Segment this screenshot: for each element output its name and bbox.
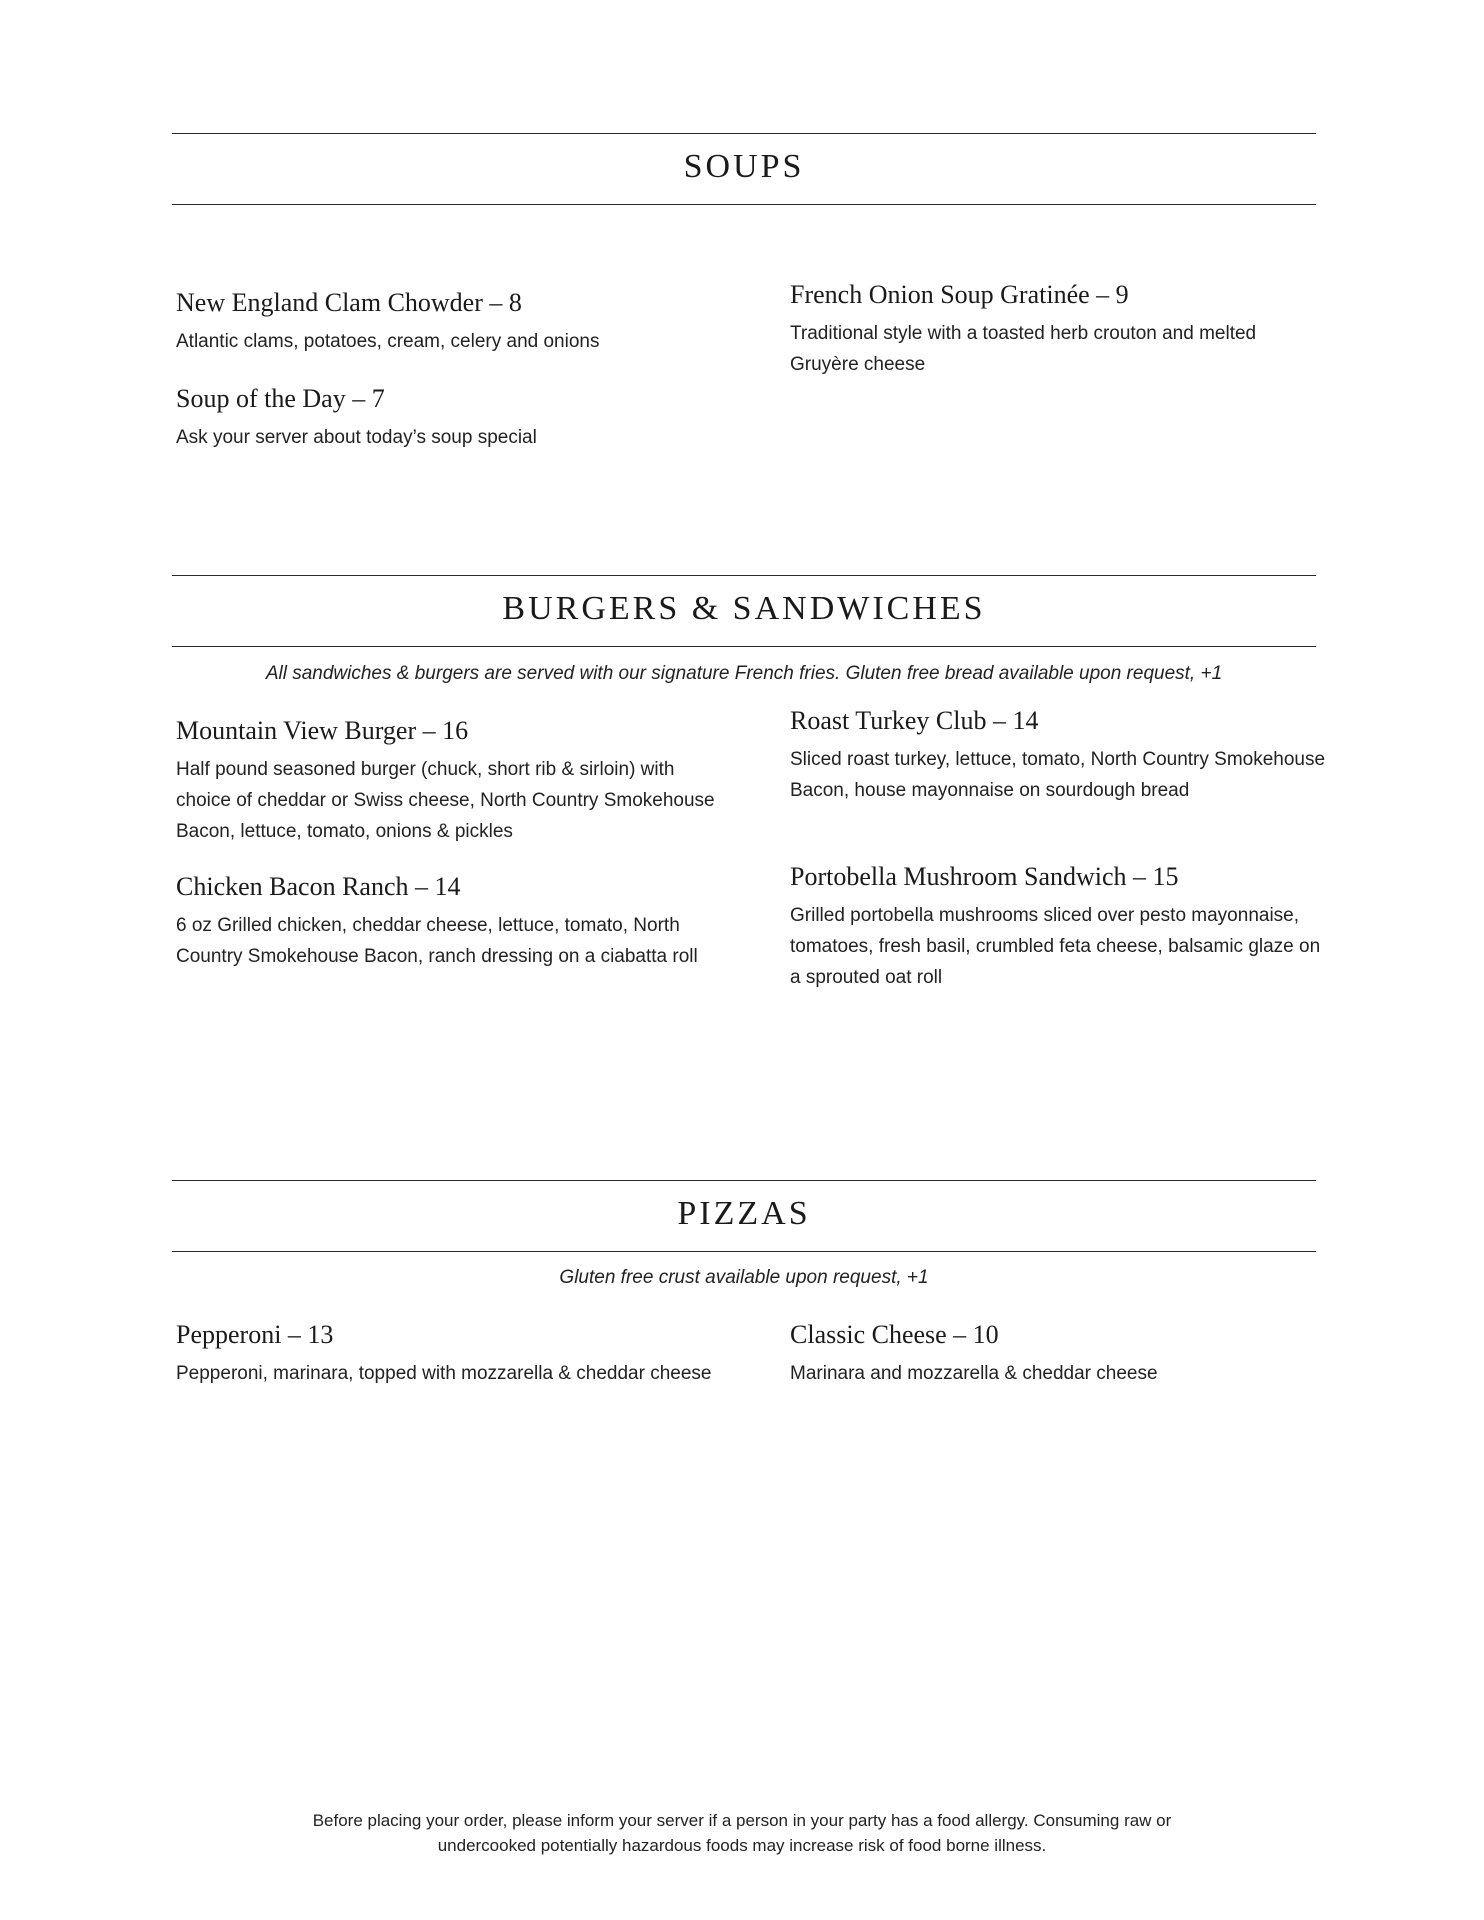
- section-divider-bottom: [172, 204, 1316, 205]
- menu-item: [790, 704, 1330, 806]
- allergy-notice: Before placing your order, please inform your server if a person in your party has a food allergy. Consuming raw or undercooked potentially hazardous foods may increase risk of food borne illness.: [312, 1811, 1172, 1855]
- menu-item-name: Chicken Bacon Ranch – 14: [176, 872, 461, 901]
- menu-item: [176, 286, 716, 357]
- menu-item-description: Grilled portobella mushrooms sliced over pesto mayonnaise, tomatoes, fresh basil, crumbled feta cheese, balsamic glaze on a sprouted oat roll: [790, 905, 1321, 988]
- menu-item-description: Sliced roast turkey, lettuce, tomato, North Country Smokehouse Bacon, house mayonnaise on sourdough bread: [790, 749, 1326, 801]
- section-note: Gluten free crust available upon request, +1: [559, 1267, 929, 1288]
- menu-item-description: 6 oz Grilled chicken, cheddar cheese, lettuce, tomato, North Country Smokehouse Bacon, ranch dressing on a ciabatta roll: [176, 915, 698, 967]
- section-divider-top: [172, 575, 1316, 576]
- section-divider-top: [172, 133, 1316, 134]
- menu-item: [790, 278, 1330, 380]
- menu-item-description: Marinara and mozzarella & cheddar cheese: [790, 1363, 1158, 1384]
- menu-item: [176, 382, 716, 453]
- menu-item-description: Ask your server about today’s soup special: [176, 427, 537, 448]
- menu-item: [176, 1318, 716, 1389]
- menu-item-name: Mountain View Burger – 16: [176, 716, 469, 745]
- section-title-soups: SOUPS: [683, 148, 805, 185]
- menu-item: [176, 870, 716, 972]
- menu-item-description: Half pound seasoned burger (chuck, short rib & sirloin) with choice of cheddar or Swiss cheese, North Country Smokehouse Bacon, lettuce, tomato, onions & pickles: [176, 759, 715, 842]
- section-divider-bottom: [172, 646, 1316, 647]
- menu-item: [790, 860, 1330, 993]
- menu-item-name: Pepperoni – 13: [176, 1320, 334, 1349]
- menu-item-name: Roast Turkey Club – 14: [790, 706, 1039, 735]
- menu-item-description: Pepperoni, marinara, topped with mozzarella & cheddar cheese: [176, 1363, 712, 1384]
- menu-item-description: Atlantic clams, potatoes, cream, celery and onions: [176, 331, 600, 352]
- menu-item: [176, 714, 716, 847]
- menu-item: [790, 1318, 1330, 1389]
- menu-item-name: Portobella Mushroom Sandwich – 15: [790, 862, 1179, 891]
- section-divider-top: [172, 1180, 1316, 1181]
- menu-item-name: Classic Cheese – 10: [790, 1320, 999, 1349]
- section-divider-bottom: [172, 1251, 1316, 1252]
- menu-item-description: Traditional style with a toasted herb crouton and melted Gruyère cheese: [790, 323, 1257, 375]
- section-title-burgers: BURGERS & SANDWICHES: [502, 590, 986, 627]
- menu-item-name: New England Clam Chowder – 8: [176, 288, 522, 317]
- section-note: All sandwiches & burgers are served with our signature French fries. Gluten free bread available upon request, +1: [265, 663, 1223, 684]
- section-title-pizzas: PIZZAS: [677, 1195, 811, 1232]
- menu-item-name: French Onion Soup Gratinée – 9: [790, 280, 1129, 309]
- menu-item-name: Soup of the Day – 7: [176, 384, 385, 413]
